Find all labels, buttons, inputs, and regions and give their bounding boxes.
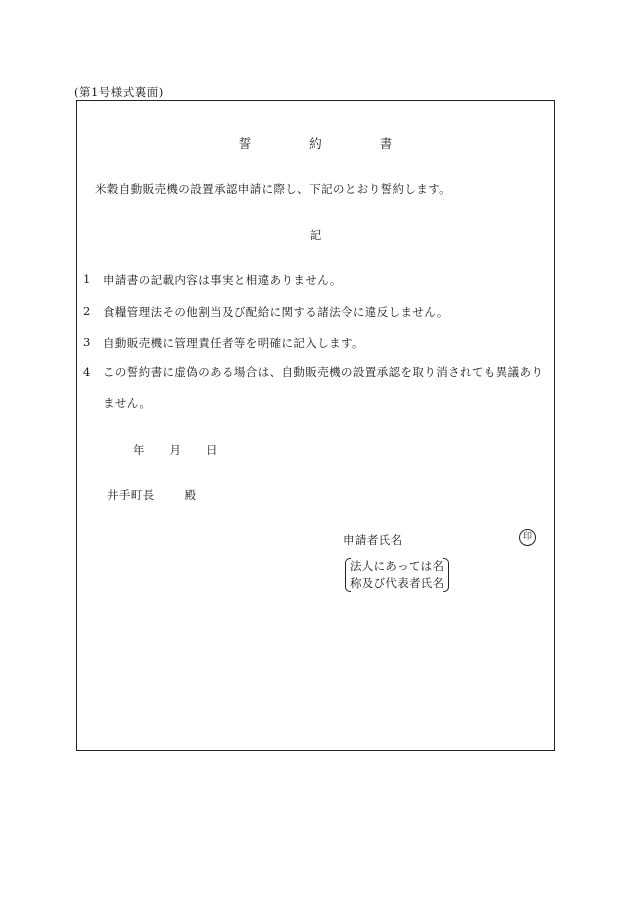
- oath-item-text: 食糧管理法その他割当及び配給に関する諸法令に違反しません。: [103, 305, 449, 319]
- title-char-3: 書: [379, 136, 393, 151]
- title-char-1: 誓: [238, 136, 252, 151]
- oath-item-1: [83, 272, 548, 288]
- corporation-note-line-2: 称及び代表者氏名: [350, 576, 445, 590]
- applicant-name-label: 申請者氏名: [343, 533, 403, 547]
- document-title: [77, 134, 554, 152]
- oath-item-text: この誓約書に虚偽のある場合は、自動販売機の設置承認を取り消されても異議ありません。: [103, 365, 544, 410]
- date-year-label: 年: [133, 443, 145, 457]
- corporation-note-line-1: 法人にあっては名: [350, 559, 445, 573]
- oath-item-number: 1: [83, 272, 91, 286]
- form-label: (第1号様式裏面): [74, 85, 164, 99]
- oath-item-3: [83, 335, 548, 351]
- date-month-label: 月: [169, 443, 181, 457]
- addressee-honorific: 殿: [184, 488, 197, 502]
- addressee-name: 井手町長: [107, 488, 155, 502]
- addressee: [107, 487, 197, 503]
- title-char-2: 約: [309, 136, 322, 151]
- seal-mark-icon: 印: [519, 529, 536, 546]
- oath-item-text: 申請書の記載内容は事実と相違ありません。: [103, 273, 342, 287]
- oath-item-text: 自動販売機に管理責任者等を明確に記入します。: [103, 336, 364, 350]
- oath-item-number: 2: [83, 304, 91, 318]
- intro-statement: 米穀自動販売機の設置承認申請に際し、下記のとおり誓約します。: [95, 182, 452, 196]
- oath-item-4: [83, 357, 548, 419]
- oath-document-frame: [76, 100, 555, 751]
- oath-item-number: 4: [83, 365, 91, 379]
- oath-item-2: [83, 304, 548, 320]
- date-day-label: 日: [206, 443, 218, 457]
- oath-item-number: 3: [83, 335, 91, 349]
- corporation-note: [345, 557, 449, 593]
- date-line: [133, 442, 218, 458]
- ki-heading: 記: [309, 228, 322, 242]
